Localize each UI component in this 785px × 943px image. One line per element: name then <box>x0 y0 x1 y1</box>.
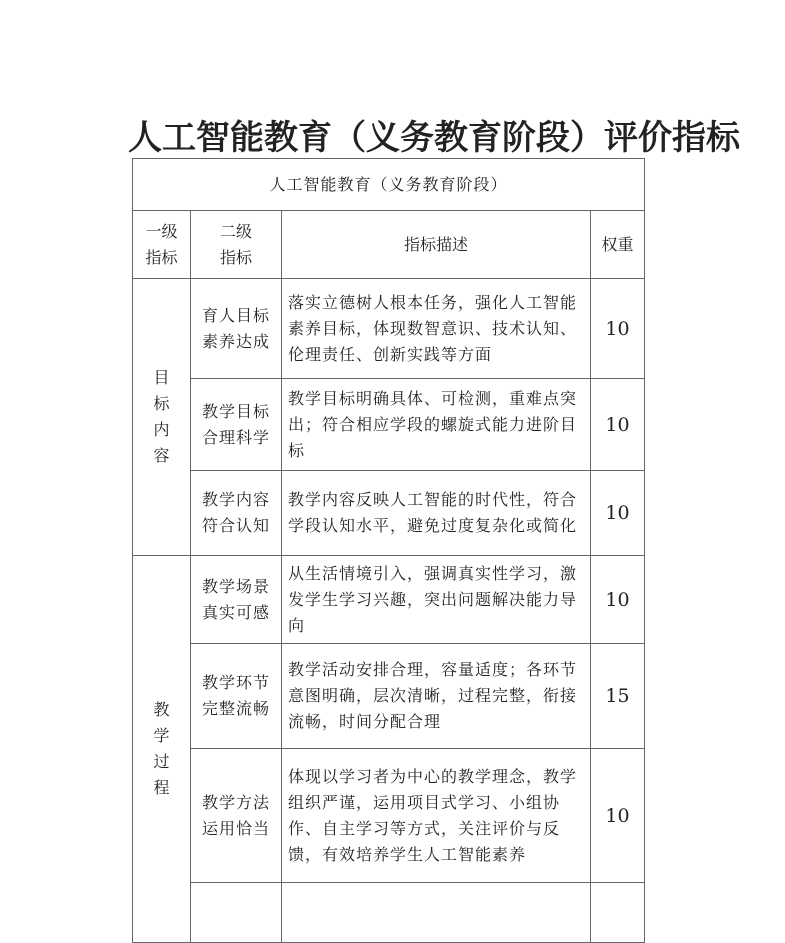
description-cell: 体现以学习者为中心的教学理念，教学组织严谨，运用项目式学习、小组协作、自主学习等方式，关注评价与反馈，有效培养学生人工智能素养 <box>282 749 591 883</box>
description-cell: 教学活动安排合理，容量适度；各环节意图明确，层次清晰，过程完整，衔接流畅，时间分配合理 <box>282 644 591 749</box>
table-row <box>133 644 645 749</box>
description-cell: 从生活情境引入，强调真实性学习，激发学生学习兴趣，突出问题解决能力导向 <box>282 556 591 644</box>
level2-cell: 育人目标素养达成 <box>191 279 282 379</box>
header-description: 指标描述 <box>282 211 591 279</box>
table-row <box>133 379 645 471</box>
level1-cell: 目标内容 <box>133 279 191 556</box>
evaluation-table <box>132 158 645 943</box>
weight-cell: 10 <box>591 749 645 883</box>
level2-cell: 教学内容符合认知 <box>191 471 282 556</box>
description-cell: 教学目标明确具体、可检测，重难点突出；符合相应学段的螺旋式能力进阶目标 <box>282 379 591 471</box>
level2-cell: 教学环节完整流畅 <box>191 644 282 749</box>
level2-cell: 教学目标合理科学 <box>191 379 282 471</box>
level1-cell: 教学过程 <box>133 556 191 943</box>
level2-cell: 教学场景真实可感 <box>191 556 282 644</box>
document-title: 人工智能教育（义务教育阶段）评价指标 <box>128 118 740 158</box>
table-row <box>133 279 645 379</box>
description-cell: 落实立德树人根本任务，强化人工智能素养目标，体现数智意识、技术认知、伦理责任、创新实践等方面 <box>282 279 591 379</box>
header-level1: 一级指标 <box>133 211 191 279</box>
weight-cell: 10 <box>591 279 645 379</box>
table-row-cutoff <box>133 883 645 943</box>
header-row <box>133 211 645 279</box>
table-row <box>133 471 645 556</box>
table-row <box>133 556 645 644</box>
header-level2: 二级指标 <box>191 211 282 279</box>
weight-cell: 15 <box>591 644 645 749</box>
table-row <box>133 749 645 883</box>
header-weight: 权重 <box>591 211 645 279</box>
weight-cell: 10 <box>591 471 645 556</box>
weight-cell: 10 <box>591 379 645 471</box>
table-caption: 人工智能教育（义务教育阶段） <box>133 159 645 211</box>
level2-cell: 教学方法运用恰当 <box>191 749 282 883</box>
caption-row <box>133 159 645 211</box>
weight-cell: 10 <box>591 556 645 644</box>
description-cell: 教学内容反映人工智能的时代性，符合学段认知水平，避免过度复杂化或简化 <box>282 471 591 556</box>
